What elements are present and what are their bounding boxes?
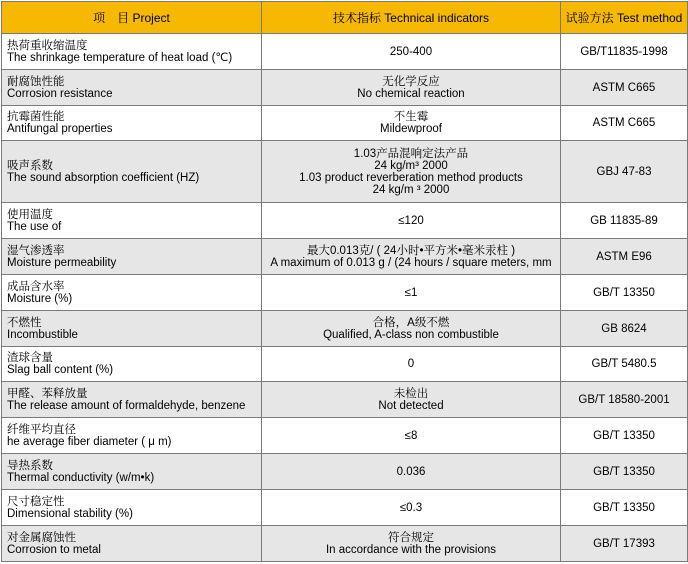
test-method-cell: ASTM C665 (561, 106, 688, 141)
project-name-en: The sound absorption coefficient (HZ) (7, 171, 200, 184)
project-name-en: Incombustible (7, 328, 78, 341)
project-name-cn: 纤维平均直径 (7, 423, 76, 436)
indicator-line: 无化学反应 (382, 75, 440, 88)
indicator-line: 不生霉 (393, 111, 429, 123)
test-method-cell: GB/T 5480.5 (561, 347, 688, 382)
indicator-cell (262, 382, 561, 418)
indicator-cell (262, 311, 561, 347)
project-name-en: Moisture (%) (7, 292, 73, 305)
test-method-cell: GB/T 17393 (561, 526, 688, 562)
indicator-line: A maximum of 0.013 g / (24 hours / square meters, mm (270, 256, 552, 269)
indicator-cell (262, 203, 561, 239)
project-name-en: Corrosion to metal (7, 543, 101, 556)
project-name-cn: 耐腐蚀性能 (7, 75, 65, 88)
header-method: 试验方法 Test method (561, 2, 688, 34)
header-indicators: 技术指标 Technical indicators (262, 2, 561, 34)
test-method-cell: GB/T11835-1998 (561, 34, 688, 70)
table-row (2, 526, 688, 562)
project-cell (2, 382, 262, 418)
table-row (2, 141, 688, 203)
project-cell (2, 418, 262, 454)
project-name-cn: 使用温度 (7, 208, 53, 221)
project-name-cn: 吸声系数 (7, 159, 53, 172)
test-method-cell: GBJ 47-83 (561, 141, 688, 203)
indicator-line: Qualified, A-class non combustible (323, 328, 499, 341)
test-method-cell: GB/T 13350 (561, 275, 688, 311)
indicator-line: Mildewproof (380, 123, 442, 135)
table-row (2, 490, 688, 526)
project-cell (2, 141, 262, 203)
project-name-cn: 对金属腐蚀性 (7, 531, 76, 544)
project-name-en: Antifungal properties (7, 123, 113, 135)
table-row (2, 454, 688, 490)
project-cell (2, 70, 262, 106)
test-method-cell: ASTM C665 (561, 70, 688, 106)
table-row (2, 418, 688, 454)
project-name-cn: 渣球含量 (7, 352, 53, 364)
project-name-en: Thermal conductivity (w/m•k) (7, 471, 155, 484)
test-method-cell: ASTM E96 (561, 239, 688, 275)
project-name-cn: 尺寸稳定性 (7, 495, 65, 508)
indicator-line: 符合规定 (388, 531, 434, 544)
indicator-line: 合格，A级不燃 (372, 316, 450, 329)
indicator-line: In accordance with the provisions (325, 543, 497, 556)
table-row (2, 203, 688, 239)
project-cell (2, 454, 262, 490)
test-method-cell: GB/T 18580-2001 (561, 382, 688, 418)
table-row (2, 275, 688, 311)
table-row (2, 70, 688, 106)
project-cell (2, 106, 262, 141)
indicator-cell (262, 418, 561, 454)
indicator-cell (262, 275, 561, 311)
project-name-cn: 不燃性 (7, 316, 42, 329)
project-cell (2, 311, 262, 347)
project-name-en: The use of (7, 220, 62, 233)
indicator-line: ≤8 (404, 429, 418, 442)
indicator-line: 未检出 (393, 387, 429, 400)
project-name-cn: 抗霉菌性能 (7, 111, 65, 123)
project-name-en: The release amount of formaldehyde, benzene (7, 399, 246, 412)
indicator-cell (262, 347, 561, 382)
table-body (2, 34, 688, 562)
indicator-line: 24 kg/m ³ 2000 (372, 183, 450, 196)
indicator-line: 24 kg/m³ 2000 (374, 159, 448, 172)
project-name-en: Dimensional stability (%) (7, 507, 133, 520)
table-row (2, 239, 688, 275)
project-cell (2, 34, 262, 70)
test-method-cell: GB 8624 (561, 311, 688, 347)
project-name-cn: 湿气渗透率 (7, 244, 65, 257)
indicator-line: 最大0.013克/ ( 24小时•平方米•毫米汞柱 ) (306, 244, 516, 257)
indicator-line: Not detected (378, 399, 444, 412)
indicator-cell (262, 34, 561, 70)
indicator-cell (262, 526, 561, 562)
indicator-cell (262, 106, 561, 141)
indicator-line: ≤0.3 (399, 501, 423, 514)
test-method-cell: GB/T 13350 (561, 490, 688, 526)
indicator-line: ≤1 (404, 286, 418, 299)
spec-table (1, 1, 688, 562)
table-row (2, 106, 688, 141)
project-name-cn: 成品含水率 (7, 280, 65, 293)
indicator-line: 250-400 (389, 45, 433, 58)
project-cell (2, 347, 262, 382)
test-method-cell: GB 11835-89 (561, 203, 688, 239)
project-cell (2, 526, 262, 562)
test-method-cell: GB/T 13350 (561, 418, 688, 454)
indicator-cell (262, 70, 561, 106)
indicator-line: ≤120 (398, 214, 424, 227)
project-cell (2, 490, 262, 526)
header-row (2, 2, 688, 34)
header-project: 项 目 Project (2, 2, 262, 34)
indicator-line: 1.03产品混响定法产品 (353, 147, 469, 160)
indicator-line: 0 (407, 358, 415, 370)
project-cell (2, 275, 262, 311)
project-name-cn: 热荷重收缩温度 (7, 39, 88, 52)
project-name-en: The shrinkage temperature of heat load (℃) (7, 51, 233, 64)
project-name-cn: 甲醛、苯释放量 (7, 387, 88, 400)
indicator-cell (262, 490, 561, 526)
project-name-cn: 导热系数 (7, 459, 53, 472)
indicator-cell (262, 454, 561, 490)
table-row (2, 382, 688, 418)
table-row (2, 34, 688, 70)
project-name-en: Corrosion resistance (7, 87, 113, 100)
indicator-line: 0.036 (396, 465, 426, 478)
table-row (2, 347, 688, 382)
project-name-en: he average fiber diameter ( μ m) (7, 435, 172, 448)
project-cell (2, 239, 262, 275)
table-row (2, 311, 688, 347)
project-cell (2, 203, 262, 239)
indicator-line: 1.03 product reverberation method products (299, 171, 523, 184)
indicator-cell (262, 141, 561, 203)
test-method-cell: GB/T 13350 (561, 454, 688, 490)
indicator-cell (262, 239, 561, 275)
project-name-en: Slag ball content (%) (7, 364, 114, 376)
indicator-line: No chemical reaction (357, 87, 465, 100)
project-name-en: Moisture permeability (7, 256, 117, 269)
